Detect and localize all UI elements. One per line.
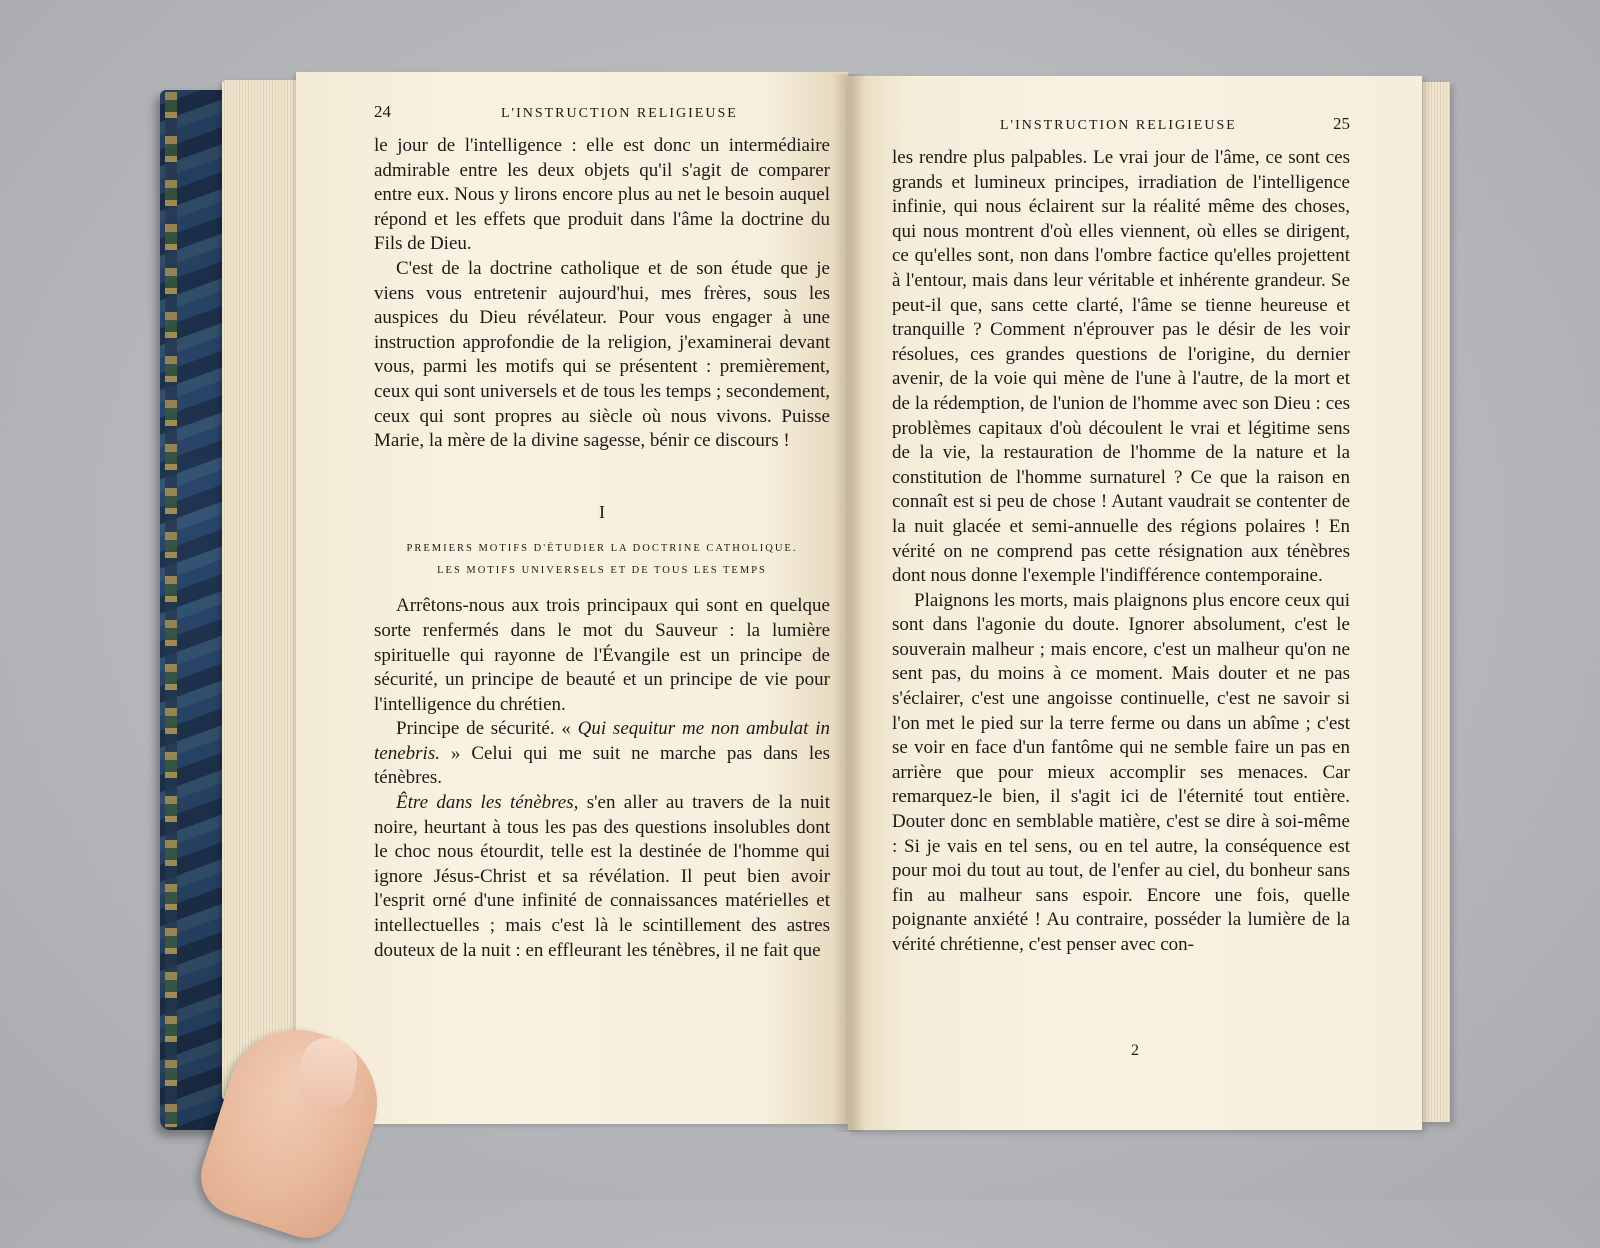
page-block-left (222, 80, 302, 1100)
latin-quote: Qui sequitur me non ambulat in tenebris. (374, 718, 830, 764)
marbled-cover-edge (165, 92, 177, 1127)
signature-mark: 2 (1131, 1042, 1139, 1059)
right-paragraph: Plaignons les morts, mais plaignons plus encore ceux qui sont dans l'agonie du doute. Ignorer absolument, c'est le souverain malheur ; mais encore, c'est un malheur qu'on ne sent pas, du moins à ce moment. Mais douter et ne pas s'éclairer, c'est une angoisse continuelle, c'est ne savoir si l'on met le pied sur la terre ferme ou dans un abîme ; c'est se voir en face d'un fantôme qui ne semble faire un pas en arrière que pour mieux accomplir ses menaces. Car remarquez-le bien, il s'agit ici de l'éternité tout entière. Douter donc en semblable matière, c'est se dire à soi-même : Si je vais en tel sens, ou en tel autre, la conséquence est pour moi du tout au tout, de l'enfer au ciel, du bonheur sans fin au malheur sans espoir. Encore une fois, quelle poignante anxiété ! Au contraire, posséder la lumière de la vérité chrétienne, c'est penser avec con- (892, 589, 1350, 955)
left-body-text (374, 134, 830, 963)
right-running-title: L'INSTRUCTION RELIGIEUSE (1000, 118, 1237, 133)
quote-translation: » Celui qui me suit ne marche pas dans les ténèbres. (374, 742, 830, 789)
left-paragraph (374, 791, 830, 963)
left-paragraph: Arrêtons-nous aux trois principaux qui sont en quelque sorte renfermés dans le mot du Sauveur : la lumière spirituelle qui rayonne de l'Évangile est un principe de sécurité, un principe de beauté et un principe de vie pour l'intelligence du chrétien. (374, 595, 830, 715)
section-title (374, 538, 830, 582)
left-running-title: L'INSTRUCTION RELIGIEUSE (501, 106, 738, 121)
right-running-head (892, 114, 1350, 140)
right-page (848, 76, 1422, 1130)
section-number: I (599, 501, 605, 522)
right-paragraph: les rendre plus palpables. Le vrai jour de l'âme, ce sont ces grands et lumineux principes, irradiation de l'intelligence infinie, qui nous éclairent sur la réalité même des choses, qui nous montrent d'où elles viennent, où elles se dirigent, ce qu'elles sont, non dans l'ombre factice qu'elles projettent à l'entour, mais dans leur véritable et inhérente grandeur. Se peut-il que, sans cette clarté, l'âme se tienne heureuse et tranquille ? Comment n'éprouver pas le désir de les voir résolues, ces grandes questions de l'origine, du dernier avenir, de la voie qui mène de l'une à l'autre, de la mort et de la rédemption, de l'union de l'homme avec son Dieu : ces problèmes capitaux d'où découlent le vrai et légitime sens de la vie, la restauration de l'homme de la nature et la constitution de l'homme surnaturel ? Ce que la raison en connaît est si peu de chose ! Autant vaudrait se contenter de la nuit glacée et semi-annuelle des régions polaires ! En vérité on ne comprend pas cette résignation aux ténèbres dont nous donne l'exemple l'indifférence contemporaine. (892, 147, 1350, 587)
section-title-line: PREMIERS MOTIFS D'ÉTUDIER LA DOCTRINE CATHOLIQUE. (406, 543, 798, 555)
right-page-number: 25 (1333, 114, 1350, 133)
right-body-text (892, 146, 1350, 958)
left-page-number: 24 (374, 102, 391, 121)
book-gutter (832, 74, 866, 1132)
quote-intro: Principe de sécurité. « (396, 718, 578, 740)
left-paragraph (374, 717, 830, 791)
left-page (296, 72, 848, 1124)
page-block-right (1420, 82, 1450, 1122)
paragraph-continuation: s'en aller au travers de la nuit noire, heurtant à tous les pas des questions insolubles dont le choc nous étourdit, telle est la destinée de l'homme qui ignore Jésus-Christ et sa révélation. Il peut bien avoir l'esprit orné d'une infinité de connaissances matérielles et intellectuelles ; mais c'est là le scintillement des astres douteux de la nuit : en effleurant les ténèbres, il ne fait que (374, 792, 830, 961)
left-running-head (374, 102, 830, 128)
emphasis-phrase: Être dans les ténèbres, (396, 792, 579, 814)
left-paragraph: le jour de l'intelligence : elle est donc un intermédiaire admirable entre les deux objets qu'il s'agit de comparer entre eux. Nous y lirons encore plus au net le besoin auquel répond et les effets que produit dans l'âme la doctrine du Fils de Dieu. (374, 135, 830, 255)
section-title-line: LES MOTIFS UNIVERSELS ET DE TOUS LES TEMPS (437, 565, 767, 577)
left-paragraph: C'est de la doctrine catholique et de son étude que je viens vous entretenir aujourd'hui, mes frères, sous les auspices du Dieu révélateur. Pour vous engager à une instruction approfondie de la religion, j'examinerai devant vous, parmi les motifs qui se présentent : premièrement, ceux qui sont universels et de tous les temps ; secondement, ceux qui sont propres au siècle où nous vivons. Puisse Marie, la mère de la divine sagesse, bénir ce discours ! (374, 257, 830, 452)
